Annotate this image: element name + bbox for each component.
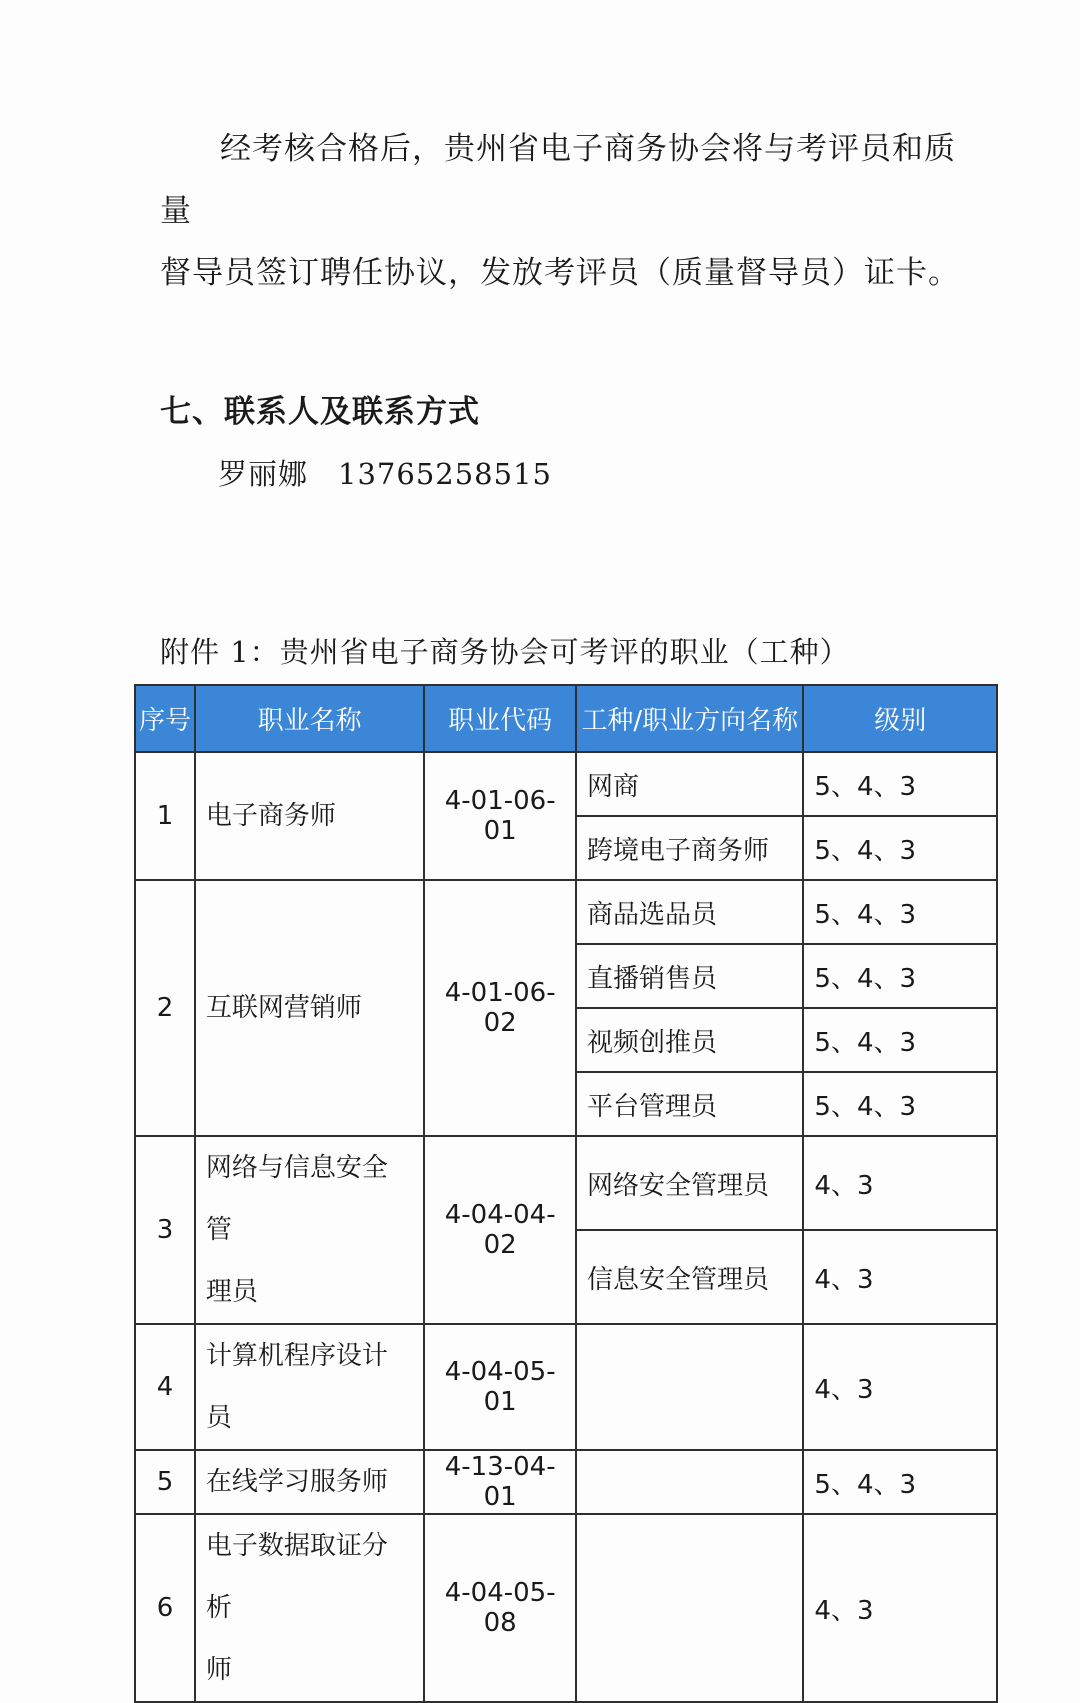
level: 5、4、3 <box>803 752 997 816</box>
occupation-code: 4-04-05-01 <box>424 1324 576 1450</box>
occupation-name <box>195 1514 424 1702</box>
header-occupation-code: 职业代码 <box>424 685 576 752</box>
contact-line <box>218 452 552 493</box>
level: 5、4、3 <box>803 944 997 1008</box>
row-number: 1 <box>135 752 195 880</box>
occupation-code: 4-04-05-08 <box>424 1514 576 1702</box>
occupation-name: 在线学习服务师 <box>195 1450 424 1514</box>
body-paragraph <box>160 118 960 304</box>
table-header-row <box>135 685 997 752</box>
job-direction: 视频创推员 <box>576 1008 803 1072</box>
level: 5、4、3 <box>803 816 997 880</box>
row-number: 5 <box>135 1450 195 1514</box>
job-direction: 网络安全管理员 <box>576 1136 803 1230</box>
header-level: 级别 <box>803 685 997 752</box>
header-no: 序号 <box>135 685 195 752</box>
row-number: 6 <box>135 1514 195 1702</box>
table-row <box>135 1136 997 1230</box>
section-heading: 七、联系人及联系方式 <box>160 394 480 430</box>
occupation-code: 4-13-04-01 <box>424 1450 576 1514</box>
level: 5、4、3 <box>803 1008 997 1072</box>
table-row <box>135 752 997 816</box>
occupation-name-line-2: 师 <box>205 1655 232 1685</box>
job-direction <box>576 1324 803 1450</box>
level: 5、4、3 <box>803 880 997 944</box>
header-occupation-name: 职业名称 <box>195 685 424 752</box>
job-direction: 跨境电子商务师 <box>576 816 803 880</box>
table-row <box>135 1450 997 1514</box>
level: 4、3 <box>803 1324 997 1450</box>
occupation-name: 电子商务师 <box>195 752 424 880</box>
occupation-name-line-1: 网络与信息安全管 <box>205 1153 388 1245</box>
occupation-code: 4-01-06-02 <box>424 880 576 1136</box>
paragraph-line-2: 督导员签订聘任协议，发放考评员（质量督导员）证卡。 <box>160 255 960 291</box>
job-direction: 网商 <box>576 752 803 816</box>
job-direction <box>576 1450 803 1514</box>
occupation-code: 4-04-04-02 <box>424 1136 576 1324</box>
occupation-name-line-1: 电子数据取证分析 <box>205 1531 388 1623</box>
occupation-name-line-2: 理员 <box>205 1277 258 1307</box>
table-row <box>135 1324 997 1450</box>
header-job-direction: 工种/职业方向名称 <box>576 685 803 752</box>
level: 5、4、3 <box>803 1450 997 1514</box>
occupation-name: 互联网营销师 <box>195 880 424 1136</box>
level: 5、4、3 <box>803 1072 997 1136</box>
level: 4、3 <box>803 1136 997 1230</box>
occupation-table <box>134 684 998 1703</box>
contact-phone: 13765258515 <box>338 457 552 491</box>
table-row <box>135 1514 997 1702</box>
attachment-caption: 附件 1：贵州省电子商务协会可考评的职业（工种） <box>160 635 850 669</box>
job-direction: 信息安全管理员 <box>576 1230 803 1324</box>
job-direction: 直播销售员 <box>576 944 803 1008</box>
job-direction <box>576 1514 803 1702</box>
level: 4、3 <box>803 1230 997 1324</box>
job-direction: 商品选品员 <box>576 880 803 944</box>
job-direction: 平台管理员 <box>576 1072 803 1136</box>
row-number: 4 <box>135 1324 195 1450</box>
paragraph-line-1: 经考核合格后，贵州省电子商务协会将与考评员和质量 <box>160 131 956 229</box>
occupation-name <box>195 1136 424 1324</box>
contact-name: 罗丽娜 <box>218 457 309 491</box>
row-number: 2 <box>135 880 195 1136</box>
occupation-name: 计算机程序设计员 <box>195 1324 424 1450</box>
row-number: 3 <box>135 1136 195 1324</box>
level: 4、3 <box>803 1514 997 1702</box>
table-row <box>135 880 997 944</box>
occupation-code: 4-01-06-01 <box>424 752 576 880</box>
